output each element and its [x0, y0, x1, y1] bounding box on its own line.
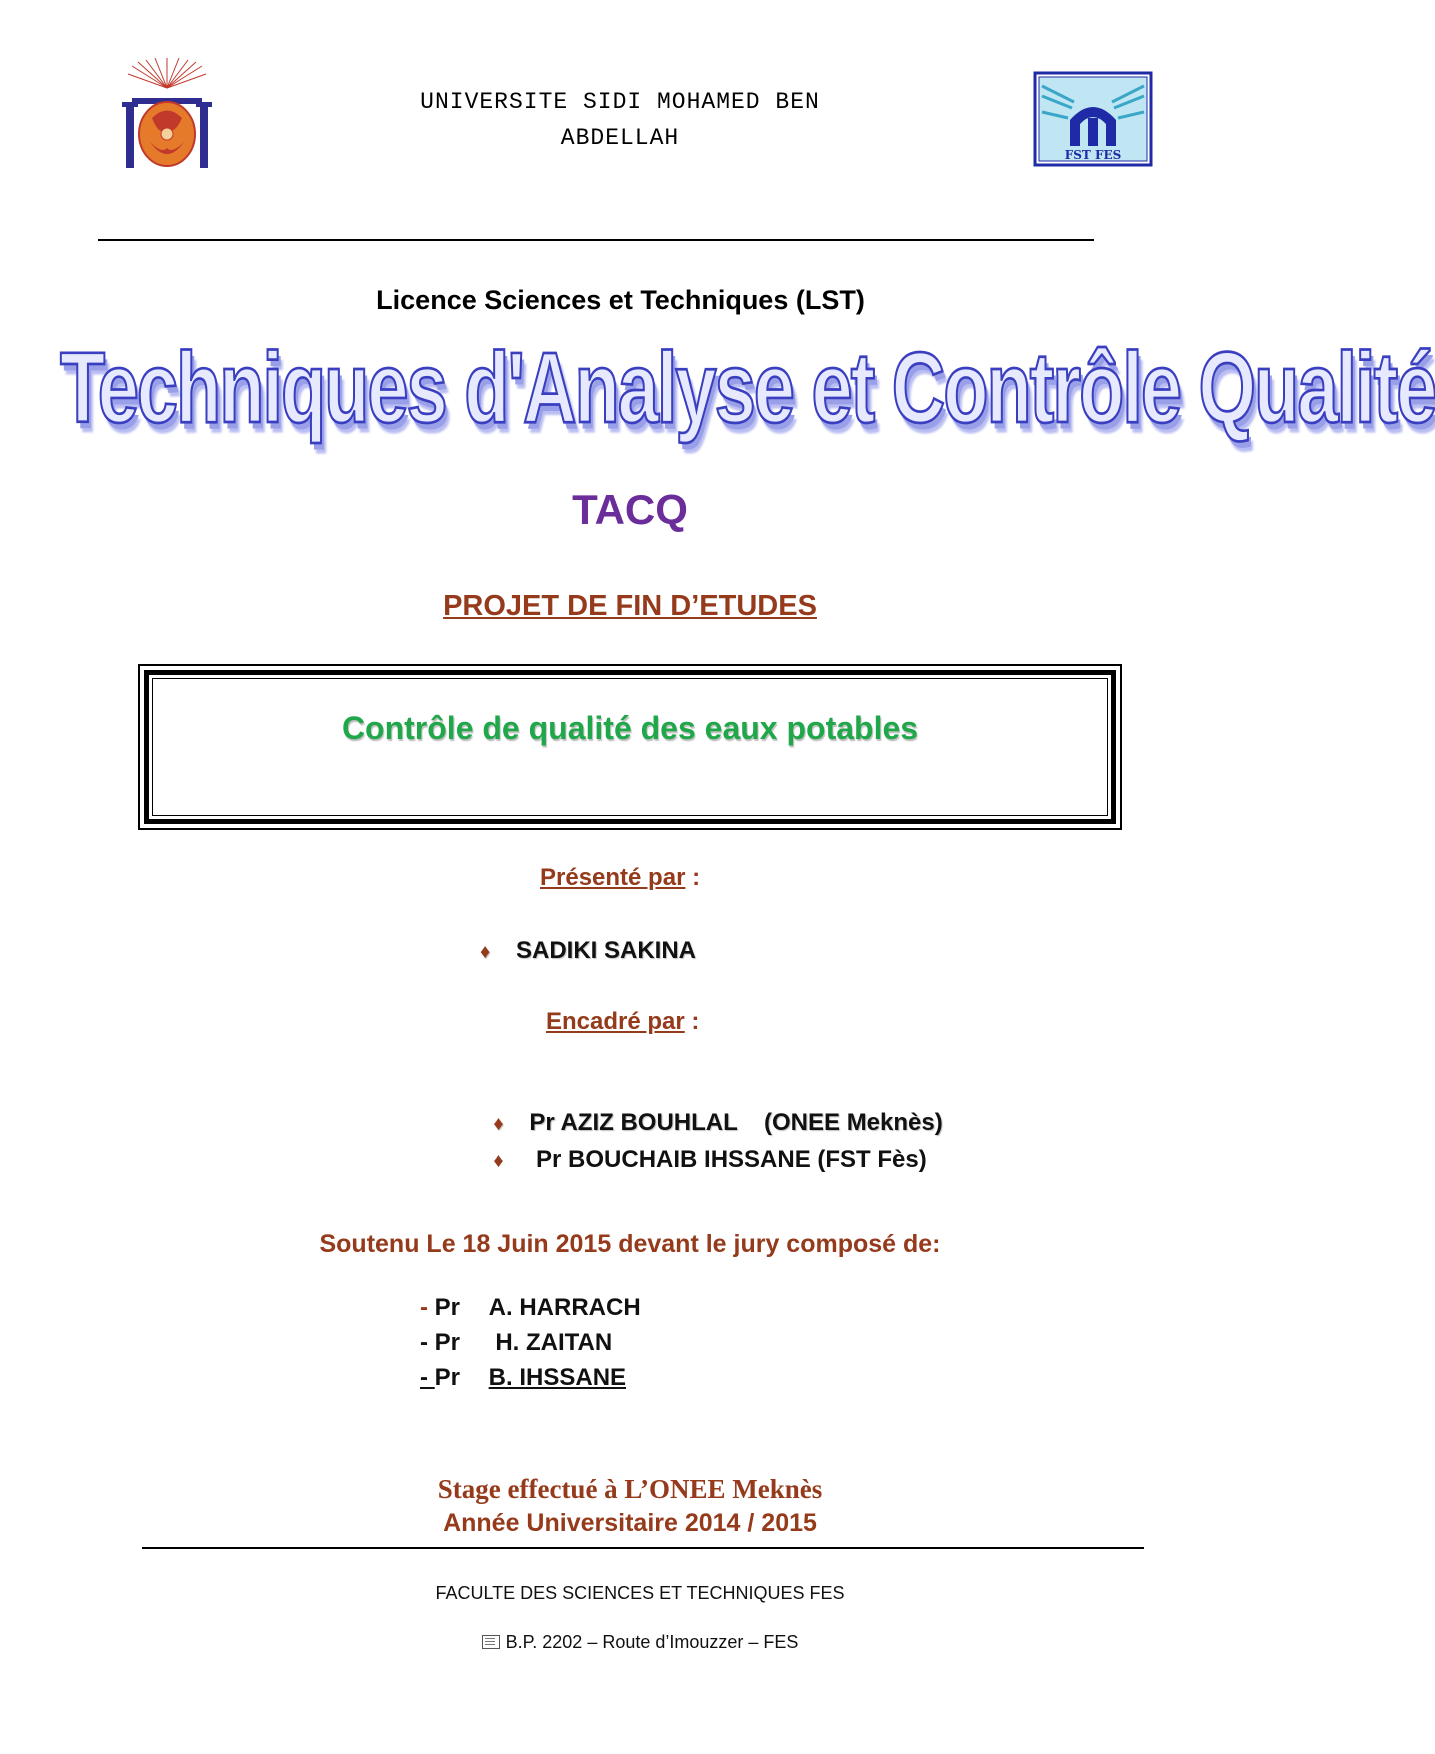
- degree-title: Licence Sciences et Techniques (LST): [376, 285, 865, 315]
- university-name: [330, 84, 910, 156]
- defense-statement: Soutenu Le 18 Juin 2015 devant le jury composé de:: [319, 1230, 941, 1258]
- supervisor-name: Pr AZIZ BOUHLAL (ONEE Meknès): [529, 1109, 943, 1136]
- presented-by-heading: [540, 864, 700, 892]
- jury-member: [420, 1329, 612, 1357]
- specialty-banner: Techniques d'Analyse et Contrôle Qualité: [60, 331, 1435, 444]
- jury-name: H. ZAITAN: [488, 1329, 613, 1356]
- jury-dash: -: [420, 1294, 435, 1321]
- mailbox-icon: [482, 1635, 500, 1649]
- diamond-bullet-icon: ♦: [480, 941, 491, 963]
- program-acronym: TACQ: [572, 486, 688, 533]
- fst-fes-logo: [1034, 72, 1152, 166]
- university-name-line2: ABDELLAH: [560, 125, 680, 151]
- project-title: Contrôle de qualité des eaux potables: [341, 710, 919, 746]
- internship-location: Stage effectué à L’ONEE Meknès: [437, 1474, 823, 1504]
- diamond-bullet-icon: ♦: [493, 1113, 504, 1135]
- jury-dash: -: [420, 1329, 435, 1356]
- student-name: SADIKI SAKINA: [516, 937, 697, 964]
- presented-by-label: Présenté par: [540, 864, 686, 891]
- jury-member: [420, 1294, 641, 1322]
- supervised-by-heading: [546, 1008, 699, 1036]
- jury-member: [420, 1364, 626, 1392]
- jury-name: A. HARRACH: [488, 1294, 641, 1321]
- title-frame-innermost: [152, 678, 1108, 816]
- jury-title: Pr: [434, 1294, 461, 1321]
- address-line: [0, 1632, 1280, 1653]
- presented-by-colon: :: [685, 864, 701, 891]
- fst-logo-text: FST FES: [1064, 148, 1122, 162]
- project-type-heading: PROJET DE FIN D’ETUDES: [443, 590, 817, 622]
- university-seal-logo: [122, 58, 212, 174]
- address-text: B.P. 2202 – Route d’Imouzzer – FES: [505, 1632, 799, 1652]
- supervisor-name: Pr BOUCHAIB IHSSANE (FST Fès): [529, 1146, 927, 1173]
- diamond-bullet-icon: ♦: [493, 1150, 504, 1172]
- jury-dash: -: [420, 1364, 435, 1391]
- student-item: [480, 937, 696, 965]
- supervisor-item: [480, 1118, 927, 1174]
- jury-title: Pr: [434, 1329, 461, 1356]
- supervised-by-colon: :: [684, 1008, 700, 1035]
- university-name-line1: UNIVERSITE SIDI MOHAMED BEN: [420, 89, 820, 115]
- header-divider: [98, 239, 1094, 241]
- faculty-name: FACULTE DES SCIENCES ET TECHNIQUES FES: [435, 1583, 845, 1603]
- footer-divider: [142, 1547, 1144, 1549]
- jury-title: Pr: [434, 1364, 461, 1391]
- supervised-by-label: Encadré par: [546, 1008, 685, 1035]
- academic-year: Année Universitaire 2014 / 2015: [443, 1509, 817, 1537]
- jury-name: B. IHSSANE: [488, 1364, 627, 1391]
